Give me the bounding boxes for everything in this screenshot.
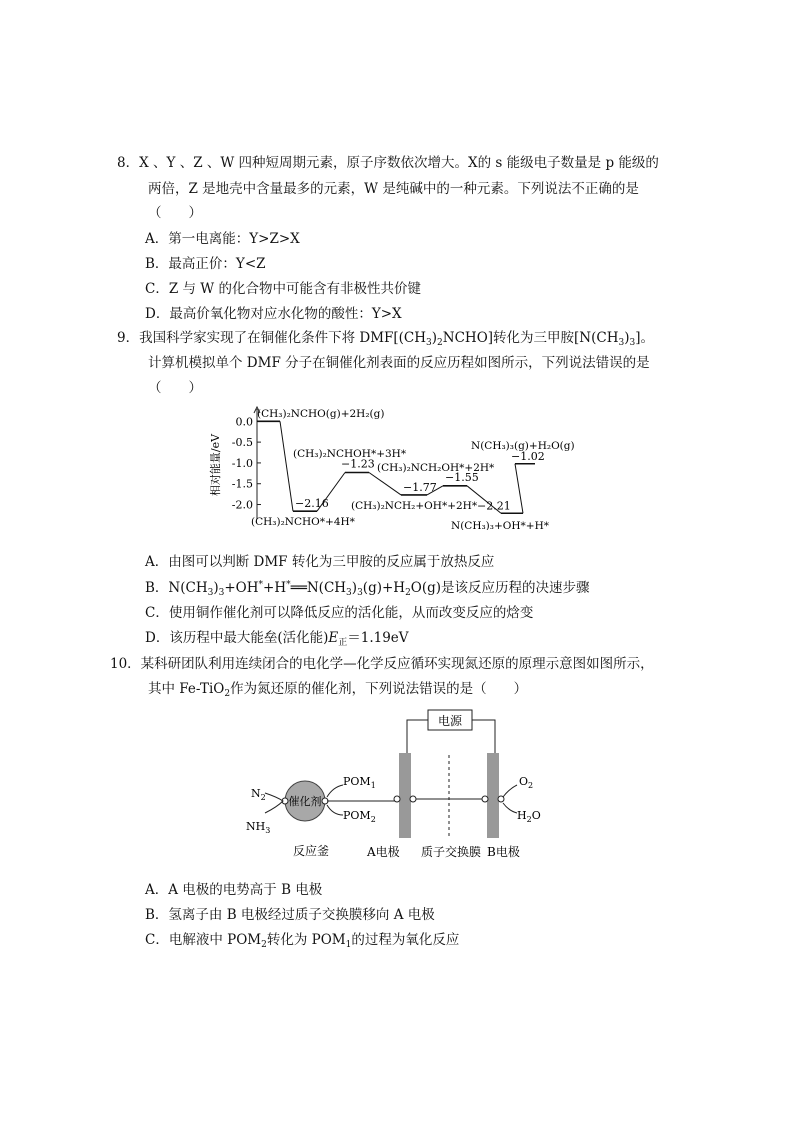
b-electrode-plate <box>487 753 499 838</box>
q8-answer-blank: （ ） <box>148 205 202 221</box>
species-label: N(CH₃)₃(g)+H₂O(g) <box>471 440 575 452</box>
pom1-label: $POM_1$ <box>343 775 376 790</box>
q9-stem-line1: 9．我国科学家实现了在铜催化条件下将 $DMF[(CH_3)_2NCHO]$转化为三甲胺$[N(CH_3)_3]$。 <box>117 330 655 348</box>
data-label: −1.77 <box>403 480 437 494</box>
y-tick-label: -1.5 <box>231 477 253 491</box>
species-label: (CH₃)₂NCHO(g)+2H₂(g) <box>257 408 385 420</box>
q9-stem-line2: 计算机模拟单个 DMF 分子在铜催化剂表面的反应历程如图所示，下列说法错误的是 <box>148 355 650 371</box>
a-electrode-plate <box>399 753 411 838</box>
power-supply-label: 电源 <box>437 714 463 728</box>
reactor-label: 反应釜 <box>293 844 330 858</box>
q10-stem-line2: 其中 Fe-TiO$_2$作为氮还原的催化剂，下列说法错误的是（ ） <box>148 681 528 699</box>
nh3-label: $NH_3$ <box>246 820 271 835</box>
h2o-arrow <box>503 803 517 813</box>
q9-option-b: B．$N(CH_3)_3+OH^*+H^*══N(CH_3)_3(g)+H_2O(g)$是该反应历程的决速步骤 <box>145 580 590 598</box>
q9-option-c: C．使用铜作催化剂可以降低反应的活化能，从而改变反应的焓变 <box>145 605 534 621</box>
b-node-left <box>482 796 488 802</box>
q8-option-a: A．第一电离能：Y>Z>X <box>145 231 300 247</box>
q10-option-c: C．电解液中 $POM_2$转化为 $POM_1$的过程为氧化反应 <box>145 932 460 950</box>
q8-stem-line1: 8．X 、Y 、Z 、W 四种短周期元素，原子序数依次增大。X的 s 能级电子数量是 p 能级的 <box>117 155 659 171</box>
data-label: −2.21 <box>477 499 511 513</box>
q8-option-c: C．Z 与 W 的化合物中可能含有非极性共价键 <box>145 281 421 297</box>
o2-arrow <box>503 785 517 797</box>
electrochemical-cell-diagram <box>245 705 555 865</box>
q9-answer-blank: （ ） <box>148 380 202 396</box>
q8-option-d: D．最高价氧化物对应水化物的酸性：Y>X <box>145 306 402 322</box>
y-axis-label: 相对能量/eV <box>209 433 222 497</box>
pom1-arrow <box>327 785 343 797</box>
q10-option-b: B．氢离子由 B 电极经过质子交换膜移向 A 电极 <box>145 907 435 923</box>
energy-profile-chart <box>205 405 605 530</box>
data-label: −1.23 <box>341 457 375 471</box>
y-tick-label: 0.0 <box>235 415 253 429</box>
o2-label: $O_2$ <box>519 775 534 790</box>
species-label: (CH₃)₂NCHOH*+3H* <box>293 448 407 460</box>
q8-stem-line2: 两倍，Z 是地壳中含量最多的元素，W 是纯碱中的一种元素。下列说法不正确的是 <box>148 181 639 197</box>
membrane-label: 质子交换膜 <box>421 845 482 859</box>
species-label: (CH₃)₂NCHO*+4H* <box>251 516 355 528</box>
pom2-arrow <box>327 805 343 815</box>
data-label: −1.02 <box>511 449 545 463</box>
h2o-label: $H_2O$ <box>517 809 541 824</box>
q9-option-a: A．由图可以判断 DMF 转化为三甲胺的反应属于放热反应 <box>145 554 495 570</box>
a-node-right <box>410 796 416 802</box>
species-label: N(CH₃)₃+OH*+H* <box>451 520 550 530</box>
q9-option-d: D．该历程中最大能垒(活化能)$E_正=1.19eV$ <box>145 630 409 648</box>
data-label: −1.55 <box>445 470 479 484</box>
q10-stem-line1: 10．某科研团队利用连续闭合的电化学—化学反应循环实现氮还原的原理示意图如图所示， <box>110 656 654 672</box>
energy-connector <box>280 421 293 511</box>
y-tick-label: -1.0 <box>231 456 253 470</box>
data-label: −2.16 <box>295 497 329 511</box>
a-electrode-label: A电极 <box>367 845 400 859</box>
species-label: (CH₃)₂NCH₂OH*+2H* <box>377 462 495 474</box>
catalyst-label: 催化剂 <box>288 795 322 808</box>
species-label: (CH₃)₂NCH₂+OH*+2H* <box>351 500 478 512</box>
b-electrode-label: B电极 <box>487 845 520 859</box>
y-tick-label: -2.0 <box>231 498 253 512</box>
pom2-label: $POM_2$ <box>343 809 376 824</box>
n2-to-nh3-arrow <box>265 793 283 813</box>
energy-connector <box>515 464 523 514</box>
n2-label: $N_2$ <box>251 787 266 802</box>
energy-connector <box>369 472 401 494</box>
q10-option-a: A．A 电极的电势高于 B 电极 <box>145 882 323 898</box>
q8-option-b: B．最高正价：Y<Z <box>145 256 266 272</box>
y-tick-label: -0.5 <box>231 436 253 450</box>
